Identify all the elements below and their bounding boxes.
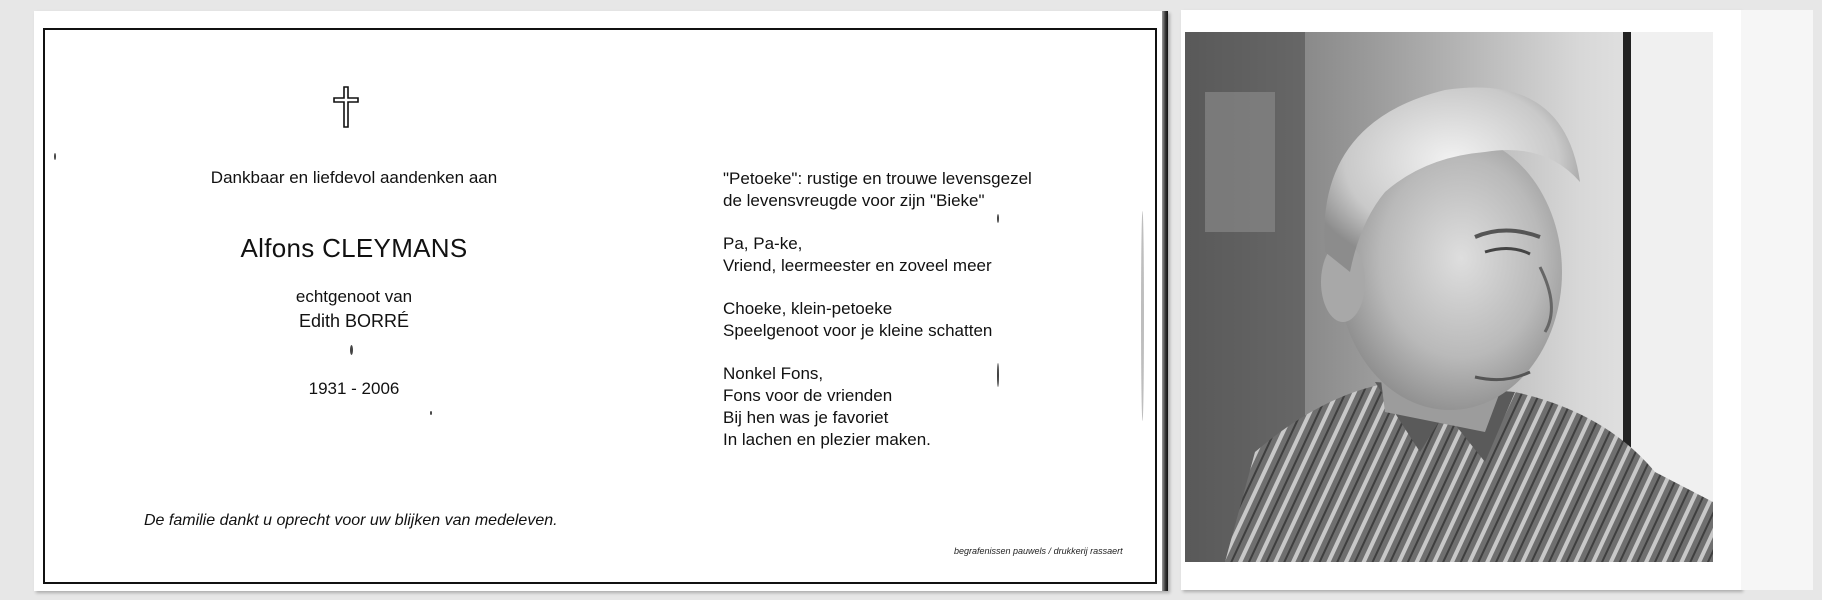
scan-speck — [1141, 211, 1144, 421]
intro-text: Dankbaar en liefdevol aandenken aan — [210, 168, 498, 187]
poem-line: Choeke, klein-petoeke — [723, 299, 893, 318]
poem-line: In lachen en plezier maken. — [723, 430, 931, 449]
poem-line: Fons voor de vrienden — [723, 386, 893, 405]
poem-line: Bij hen was je favoriet — [723, 408, 889, 427]
scan-speck — [54, 153, 56, 160]
poem-stanza — [723, 363, 1032, 451]
scan-speck — [997, 363, 999, 387]
spouse-name: Edith BORRÉ — [298, 311, 410, 331]
portrait-photo-icon — [1185, 32, 1713, 562]
poem-stanza — [723, 298, 1032, 342]
poem-line: de levensvreugde voor zijn "Bieke" — [723, 191, 985, 210]
adjacent-page-strip — [1741, 10, 1813, 590]
thanks-text: De familie dankt u oprecht voor uw blijken van medeleven. — [144, 512, 558, 529]
poem-line: Vriend, leermeester en zoveel meer — [723, 256, 992, 275]
scan-speck — [430, 411, 432, 415]
life-years: 1931 - 2006 — [308, 379, 400, 398]
deceased-name: Alfons CLEYMANS — [240, 233, 468, 263]
poem-stanza — [723, 168, 1032, 212]
poem — [723, 168, 1032, 472]
card-edge-shadow — [1162, 11, 1168, 591]
cross-icon — [331, 85, 361, 129]
memorial-card-text-side — [34, 11, 1168, 591]
poem-line: "Petoeke": rustige en trouwe levensgezel — [723, 169, 1032, 188]
scan-speck — [350, 345, 353, 355]
poem-line: Pa, Pa-ke, — [723, 234, 803, 253]
poem-stanza — [723, 233, 1032, 277]
memorial-card-photo-side — [1181, 10, 1741, 590]
printer-credit: begrafenissen pauwels / drukkerij rassaert — [954, 546, 1123, 556]
poem-line: Nonkel Fons, — [723, 364, 824, 383]
relation-text: echtgenoot van — [295, 287, 413, 306]
scan-speck — [997, 214, 999, 223]
poem-line: Speelgenoot voor je kleine schatten — [723, 321, 993, 340]
